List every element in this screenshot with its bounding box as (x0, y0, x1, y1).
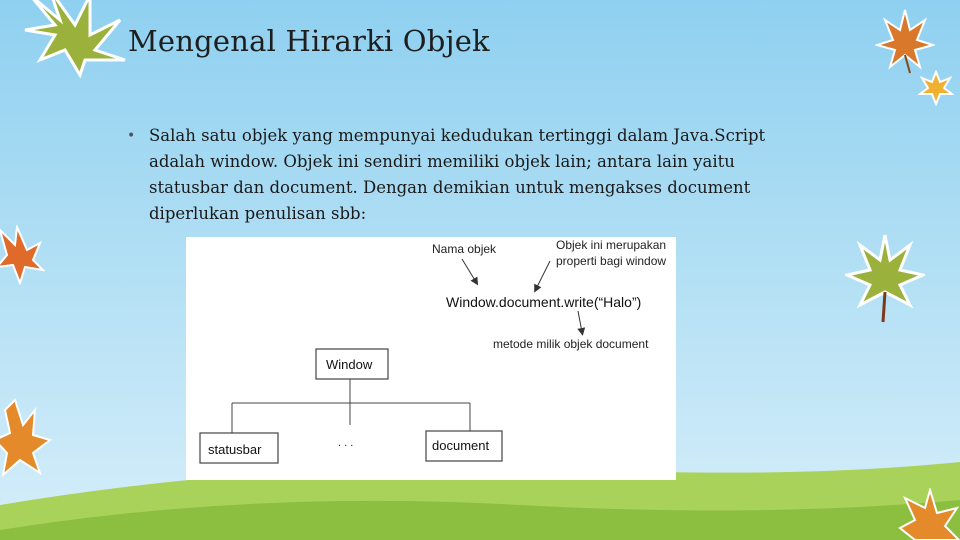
label-properti-line2: properti bagi window (556, 254, 667, 268)
label-properti-line1: Objek ini merupakan (556, 238, 667, 252)
ellipsis: . . . (338, 437, 354, 449)
node-document-label: document (432, 438, 490, 453)
node-statusbar-label: statusbar (208, 442, 262, 457)
arrow-properti (536, 261, 550, 289)
leaf-icon (20, 0, 130, 80)
leaf-icon (0, 225, 45, 285)
label-nama-objek: Nama objek (432, 242, 497, 256)
leaf-icon (0, 395, 55, 485)
hierarchy-diagram-svg (186, 237, 676, 480)
leaf-icon (845, 230, 925, 325)
label-metode: metode milik objek document (493, 337, 649, 351)
slide-title: Mengenal Hirarki Objek (128, 24, 490, 58)
hierarchy-diagram (186, 237, 676, 480)
bullet-marker: • (127, 128, 136, 144)
bullet-paragraph: Salah satu objek yang mempunyai kedudukan tertinggi dalam Java.Script adalah window. Objek ini sendiri memiliki objek lain; antara lain yaitu statusbar dan document. Dengan demikian untuk mengakses document diperlukan penulisan sbb: (149, 126, 766, 223)
bullet-text-block (127, 123, 777, 227)
arrow-metode (578, 311, 582, 332)
node-window-label: Window (326, 357, 373, 372)
leaf-icon (875, 5, 935, 75)
leaf-icon (895, 488, 960, 540)
arrow-nama-objek (462, 259, 476, 282)
code-line: Window.document.write(“Halo”) (446, 294, 642, 310)
leaf-icon (918, 70, 954, 106)
